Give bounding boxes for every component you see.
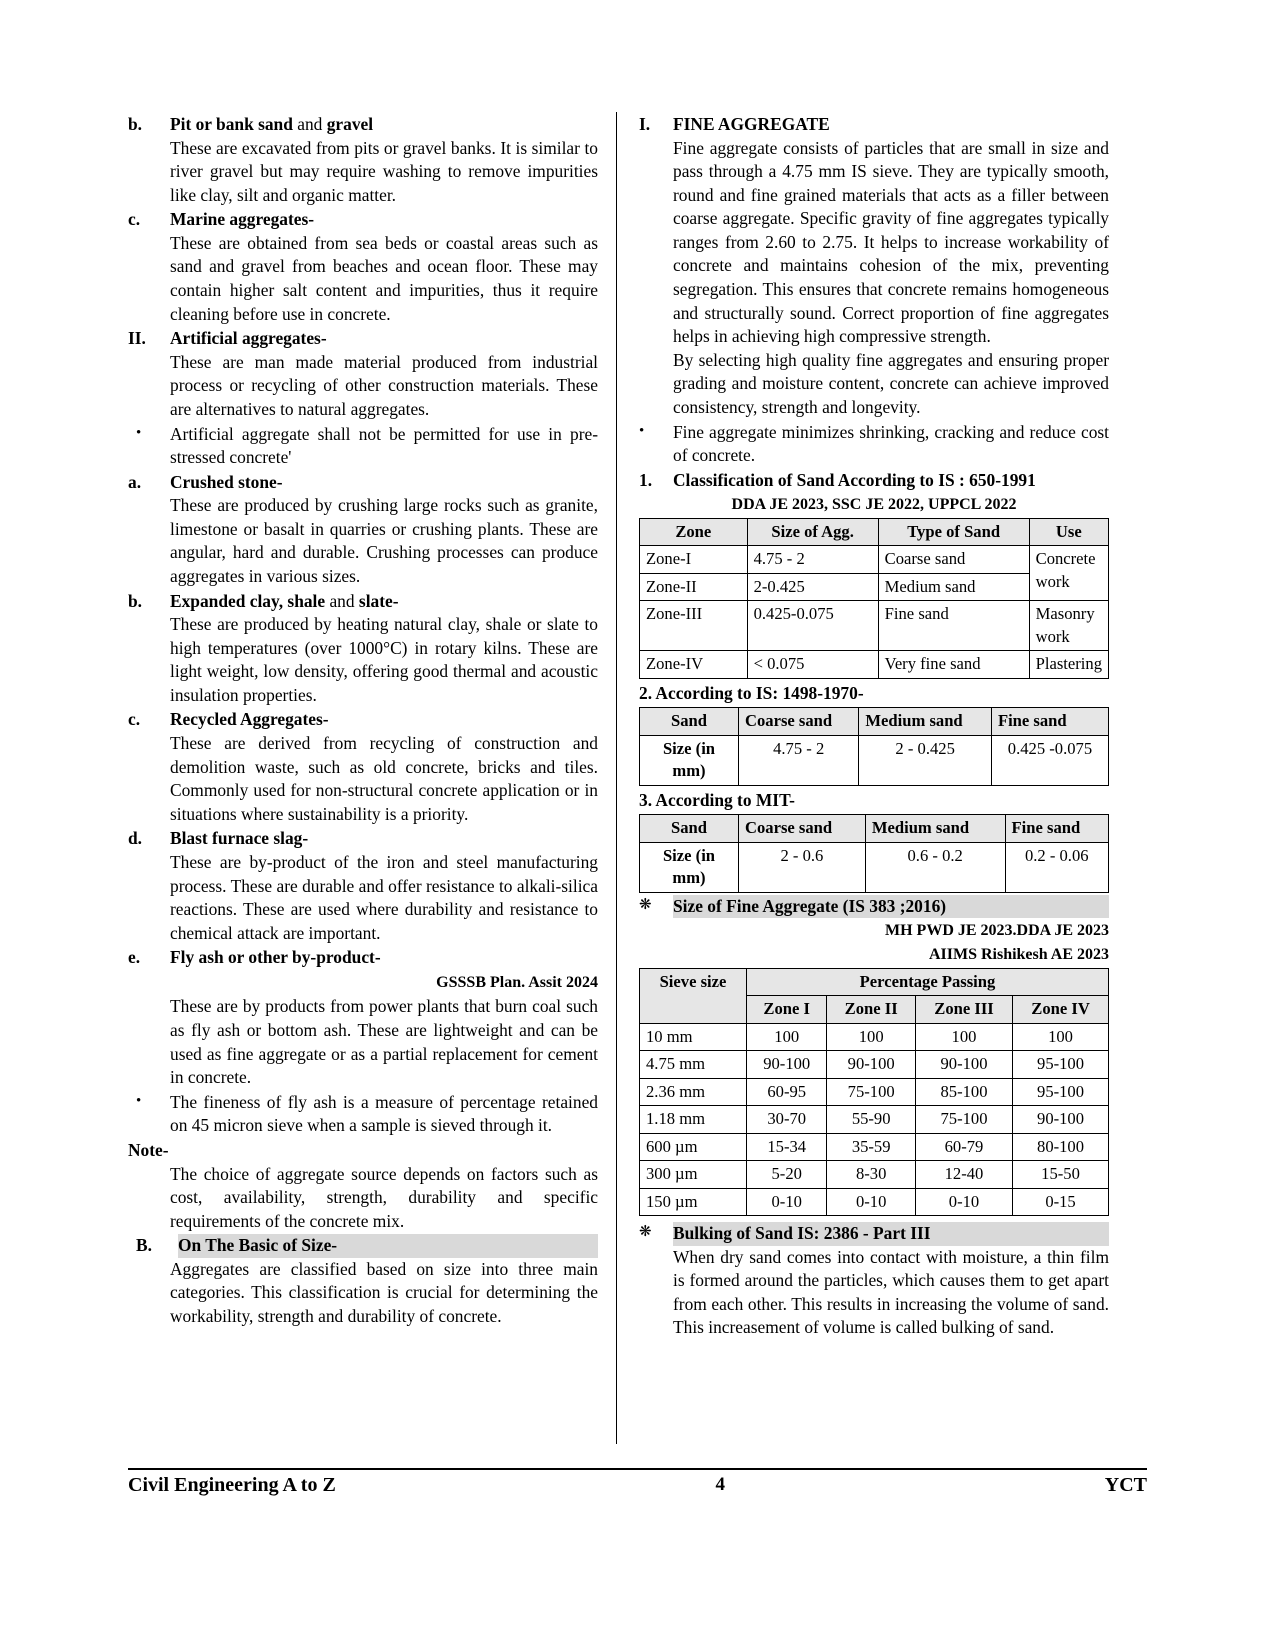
heading-part-2: slate-: [358, 590, 399, 611]
cell-zone1: 60-95: [747, 1078, 827, 1105]
list-heading: Recycled Aggregates-: [170, 709, 329, 730]
cell-zone2: 55-90: [827, 1106, 916, 1133]
column-header: Medium sand: [859, 708, 992, 735]
list-marker: B.: [136, 1235, 152, 1256]
cell-use: Masonry work: [1029, 601, 1108, 651]
exam-source-tag: GSSSB Plan. Assit 2024: [436, 973, 598, 991]
cell-zone3: 85-100: [915, 1078, 1012, 1105]
section-heading: Classification of Sand According to IS : 650-1991: [673, 469, 1036, 490]
mit-table: [639, 814, 1109, 892]
cell-zone3: 60-79: [915, 1133, 1012, 1160]
heading-conjunction: and: [325, 590, 359, 611]
cell-zone3: 0-10: [915, 1188, 1012, 1215]
table-header-row: [640, 518, 1109, 545]
cell-zone: Zone-II: [640, 573, 748, 600]
cell-zone3: 90-100: [915, 1051, 1012, 1078]
column-header: Medium sand: [865, 815, 1005, 842]
bullet-icon: •: [136, 424, 142, 441]
paragraph: These are excavated from pits or gravel banks. It is similar to river gravel but may require washing to remove impurities like clay, silt and organic matter.: [170, 137, 598, 205]
cell-sieve-size: 10 mm: [640, 1023, 747, 1050]
cell-zone2: 100: [827, 1023, 916, 1050]
table-row: [640, 735, 1109, 785]
table-row: [640, 1023, 1109, 1050]
list-marker: b.: [128, 114, 143, 134]
cell-fine: 0.425 -0.075: [991, 735, 1108, 785]
column-header: Fine sand: [1005, 815, 1109, 842]
list-item: [128, 1091, 598, 1138]
table-row: [640, 842, 1109, 892]
heading-part-1: Expanded clay, shale: [170, 590, 326, 611]
cell-zone4: 95-100: [1013, 1078, 1109, 1105]
section-heading-highlighted: On The Basic of Size-: [178, 1234, 598, 1258]
cell-zone4: 0-15: [1013, 1188, 1109, 1215]
column-header-sieve-size: Sieve size: [640, 968, 747, 1023]
cell-size: 2-0.425: [747, 573, 878, 600]
table-row: [640, 601, 1109, 651]
list-item: [128, 113, 598, 137]
cell-zone4: 15-50: [1013, 1161, 1109, 1188]
column-header: Zone: [640, 518, 748, 545]
paragraph: When dry sand comes into contact with moisture, a thin film is formed around the particles, which causes them to get apart from each other. This results in increasing the volume of sand. This increasement of volume is called bulking of sand.: [673, 1246, 1109, 1338]
table-row: [640, 546, 1109, 573]
paragraph: The choice of aggregate source depends on factors such as cost, availability, strength, durability and specific requirements of the concrete mix.: [170, 1163, 598, 1231]
cell-zone4: 100: [1013, 1023, 1109, 1050]
list-item: [128, 590, 598, 614]
cell-zone1: 0-10: [747, 1188, 827, 1215]
cell-zone1: 15-34: [747, 1133, 827, 1160]
footer-book-title: Civil Engineering A to Z: [128, 1474, 336, 1496]
bullet-icon: •: [639, 422, 645, 439]
table-header-row: [640, 815, 1109, 842]
section-heading: Bulking of Sand IS: 2386 - Part III: [673, 1222, 1109, 1246]
cell-zone2: 8-30: [827, 1161, 916, 1188]
column-header-zone-1: Zone I: [747, 996, 827, 1023]
column-header: Fine sand: [991, 708, 1108, 735]
row-label: Size (in mm): [640, 842, 739, 892]
cell-zone2: 35-59: [827, 1133, 916, 1160]
left-column: [128, 112, 616, 1442]
cell-size: 0.425-0.075: [747, 601, 878, 651]
exam-source-tag: MH PWD JE 2023.DDA JE 2023: [885, 922, 1109, 940]
sand-zone-table: [639, 518, 1109, 679]
table-row: [640, 1133, 1109, 1160]
paragraph: By selecting high quality fine aggregates and ensuring proper grading and moisture content, concrete can achieve improved consistency, strength and longevity.: [673, 349, 1109, 417]
table-row: [640, 1106, 1109, 1133]
cell-type: Very fine sand: [878, 651, 1029, 678]
paragraph: These are by products from power plants that burn coal such as fly ash or bottom ash. These are lightweight and can be used as fine aggregate or as a partial replacement for cement in concrete.: [170, 996, 598, 1088]
sieve-percentage-passing-table: [639, 968, 1109, 1216]
table-row: [640, 1161, 1109, 1188]
circle-marker-icon: ❋: [639, 896, 652, 913]
cell-zone1: 90-100: [747, 1051, 827, 1078]
column-header: Sand: [640, 708, 739, 735]
heading-part-1: Pit or bank sand: [170, 114, 293, 134]
cell-size: < 0.075: [747, 651, 878, 678]
cell-coarse: 4.75 - 2: [739, 735, 859, 785]
list-item: [128, 471, 598, 495]
cell-zone4: 90-100: [1013, 1106, 1109, 1133]
table-row: [640, 1051, 1109, 1078]
subsection-heading-mit: 3. According to MIT-: [639, 789, 795, 810]
list-marker: d.: [128, 828, 143, 849]
cell-zone: Zone-I: [640, 546, 748, 573]
is1498-table: [639, 707, 1109, 785]
heading-part-2: gravel: [326, 114, 374, 134]
list-marker: a.: [128, 471, 142, 492]
two-column-layout: [128, 112, 1147, 1442]
section-heading: Size of Fine Aggregate (IS 383 ;2016): [673, 895, 1109, 919]
list-heading: Crushed stone-: [170, 471, 283, 492]
column-header-zone-4: Zone IV: [1013, 996, 1109, 1023]
cell-sieve-size: 300 µm: [640, 1161, 747, 1188]
table-header-row: [640, 968, 1109, 995]
cell-sieve-size: 4.75 mm: [640, 1051, 747, 1078]
list-item: [128, 946, 598, 970]
list-marker: c.: [128, 709, 141, 730]
cell-sieve-size: 2.36 mm: [640, 1078, 747, 1105]
table-row: [640, 1188, 1109, 1215]
cell-zone1: 30-70: [747, 1106, 827, 1133]
cell-zone1: 100: [747, 1023, 827, 1050]
list-marker: I.: [639, 114, 651, 134]
list-marker: c.: [128, 209, 141, 230]
cell-sieve-size: 1.18 mm: [640, 1106, 747, 1133]
cell-type: Coarse sand: [878, 546, 1029, 573]
list-item: [128, 708, 598, 732]
list-marker: 1.: [639, 469, 653, 490]
cell-zone3: 12-40: [915, 1161, 1012, 1188]
cell-sieve-size: 150 µm: [640, 1188, 747, 1215]
footer-publisher: YCT: [1104, 1474, 1147, 1496]
table-row: [640, 1078, 1109, 1105]
cell-type: Medium sand: [878, 573, 1029, 600]
exam-source-tag: AIIMS Rishikesh AE 2023: [928, 946, 1109, 964]
list-heading: Marine aggregates-: [170, 209, 315, 230]
cell-fine: 0.2 - 0.06: [1005, 842, 1109, 892]
paragraph: These are by-product of the iron and steel manufacturing process. These are durable and offer resistance to alkali-silica reactions. These are used where durability and resistance to chemical attack are important.: [170, 851, 598, 943]
cell-sieve-size: 600 µm: [640, 1133, 747, 1160]
paragraph: Fine aggregate minimizes shrinking, cracking and reduce cost of concrete.: [673, 421, 1109, 466]
cell-zone2: 90-100: [827, 1051, 916, 1078]
cell-size: 4.75 - 2: [747, 546, 878, 573]
list-item: [128, 327, 598, 351]
paragraph: These are obtained from sea beds or coastal areas such as sand and gravel from beaches and ocean floor. These may contain higher salt content and impurities, thus it require cleaning before use in concrete.: [170, 232, 598, 324]
section-fine-aggregate: [639, 113, 1109, 137]
cell-medium: 0.6 - 0.2: [865, 842, 1005, 892]
column-header: Coarse sand: [739, 708, 859, 735]
paragraph: These are produced by heating natural clay, shale or slate to high temperatures (over 1000°C) in rotary kilns. These are light weight, low density, offering good thermal and acoustic insulation properties.: [170, 614, 598, 705]
cell-zone2: 75-100: [827, 1078, 916, 1105]
section-bulking-of-sand: [639, 1222, 1109, 1246]
list-heading: Blast furnace slag-: [170, 828, 309, 849]
paragraph: Aggregates are classified based on size into three main categories. This classification is crucial for determining the workability, strength and durability of concrete.: [170, 1258, 598, 1326]
cell-use: Plastering: [1029, 651, 1108, 678]
bullet-icon: •: [136, 1092, 142, 1109]
list-marker: e.: [128, 947, 141, 968]
exam-source-tag: DDA JE 2023, SSC JE 2022, UPPCL 2022: [731, 496, 1017, 514]
list-heading: [170, 590, 598, 614]
list-item: [639, 421, 1109, 468]
column-header: Type of Sand: [878, 518, 1029, 545]
section-classification: [639, 469, 1109, 493]
table-row: [640, 651, 1109, 678]
heading-conjunction: and: [292, 114, 327, 134]
cell-coarse: 2 - 0.6: [739, 842, 866, 892]
column-header-group: Percentage Passing: [747, 968, 1109, 995]
list-item: [128, 423, 598, 470]
column-header: Size of Agg.: [747, 518, 878, 545]
cell-zone: Zone-III: [640, 601, 748, 651]
column-header: Sand: [640, 815, 739, 842]
paragraph: The fineness of fly ash is a measure of percentage retained on 45 micron sieve when a sample is sieved through it.: [170, 1091, 598, 1136]
cell-zone1: 5-20: [747, 1161, 827, 1188]
page-footer: [128, 1474, 1147, 1497]
list-item: [128, 827, 598, 851]
list-heading: [170, 113, 598, 137]
section-heading: FINE AGGREGATE: [673, 114, 830, 134]
paragraph: These are produced by crushing large rocks such as granite, limestone or basalt in quarries or crushing plants. These are angular, hard and durable. Crushing processes can produce aggregates in various sizes.: [170, 495, 598, 586]
right-column: [617, 112, 1109, 1442]
row-label: Size (in mm): [640, 735, 739, 785]
list-item: [136, 1234, 598, 1258]
column-header: Use: [1029, 518, 1108, 545]
list-marker: b.: [128, 590, 143, 611]
cell-zone: Zone-IV: [640, 651, 748, 678]
cell-type: Fine sand: [878, 601, 1029, 651]
list-heading: Artificial aggregates-: [170, 328, 327, 349]
table-header-row: [640, 708, 1109, 735]
cell-zone2: 0-10: [827, 1188, 916, 1215]
paragraph: Fine aggregate consists of particles that are small in size and pass through a 4.75 mm IS sieve. They are typically smooth, round and fine grained materials that acts as a filler between coarse aggregate. Specific gravity of fine aggregates typically ranges from 2.60 to 2.75. It helps to increase workability of concrete and maintains cohesion of the mix, preventing segregation. This ensures that concrete remains homogeneous and structurally sound. Correct proportion of fine aggregates helps in achieving high compressive strength.: [673, 137, 1109, 347]
footer-page-number: 4: [715, 1474, 726, 1495]
column-header-zone-2: Zone II: [827, 996, 916, 1023]
section-size-fine-aggregate: [639, 895, 1109, 919]
column-header: Coarse sand: [739, 815, 866, 842]
paragraph: Artificial aggregate shall not be permitted for use in pre-stressed concrete': [170, 423, 598, 468]
cell-zone3: 100: [915, 1023, 1012, 1050]
subsection-heading-is1498: 2. According to IS: 1498-1970-: [639, 682, 864, 703]
list-marker: II.: [128, 328, 146, 349]
circle-marker-icon: ❋: [639, 1224, 652, 1241]
list-item: [128, 208, 598, 232]
footer-divider: [128, 1468, 1147, 1470]
cell-medium: 2 - 0.425: [859, 735, 992, 785]
paragraph: These are derived from recycling of construction and demolition waste, such as old concrete, bricks and tiles. Commonly used for non-structural concrete application or in situations where sustainability is a priority.: [170, 733, 598, 824]
cell-zone3: 75-100: [915, 1106, 1012, 1133]
cell-zone4: 95-100: [1013, 1051, 1109, 1078]
list-heading: Fly ash or other by-product-: [170, 947, 381, 968]
cell-use: Concrete work: [1029, 546, 1108, 601]
column-header-zone-3: Zone III: [915, 996, 1012, 1023]
paragraph: These are man made material produced from industrial process or recycling of other construction materials. These are alternatives to natural aggregates.: [170, 351, 598, 419]
cell-zone4: 80-100: [1013, 1133, 1109, 1160]
note-heading: Note-: [128, 1139, 169, 1160]
note-block: [128, 1139, 598, 1163]
